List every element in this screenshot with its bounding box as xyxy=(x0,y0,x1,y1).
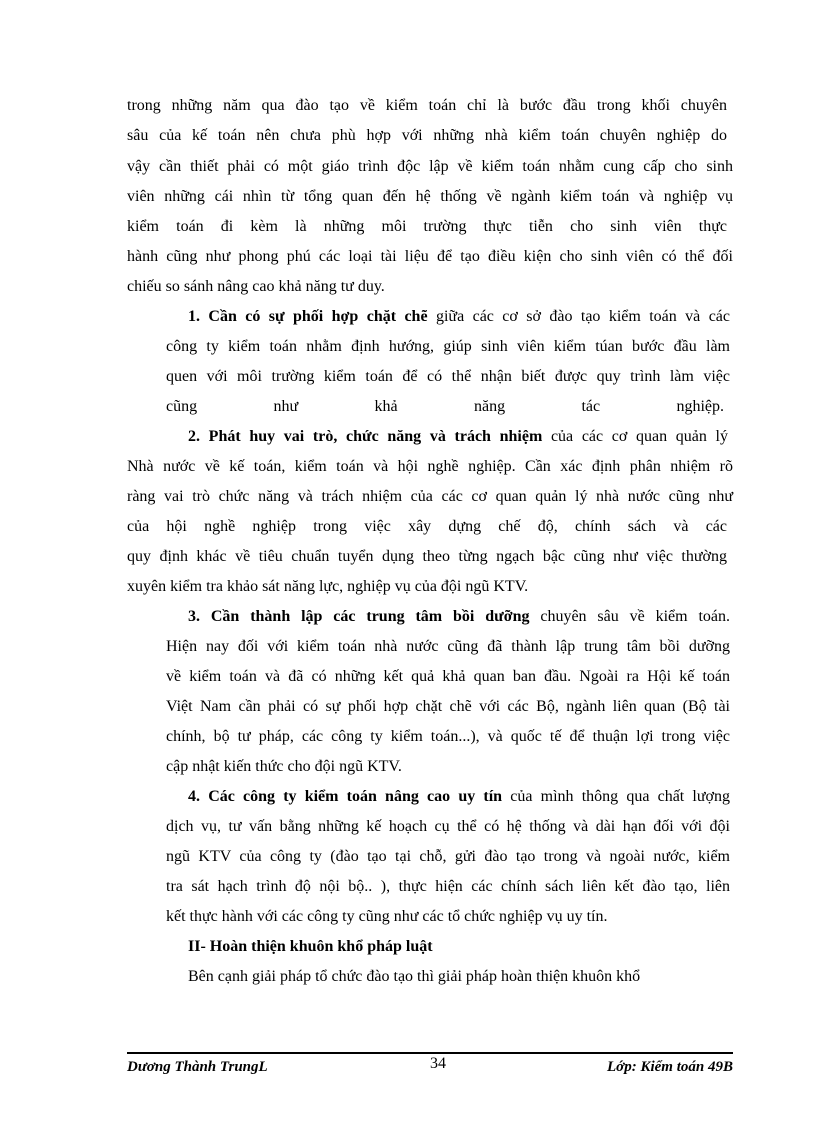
list-item-line: kết thực hành với các công ty cũng như các tổ chức nghiệp vụ uy tín. xyxy=(166,908,608,925)
page-number: 34 xyxy=(430,1055,446,1072)
footer-class-label: Lớp: Kiểm toán 49B xyxy=(607,1059,733,1075)
list-item-line: Hiện nay đối với kiểm toán nhà nước cũng đã thành lập trung tâm bồi dưỡng xyxy=(166,638,730,655)
list-item-line: Việt Nam cần phải có sự phối hợp chặt chẽ với các Bộ, ngành liên quan (Bộ tài xyxy=(166,698,730,715)
list-item-heading: Phát huy vai trò, chức năng và trách nhiệm xyxy=(208,428,543,445)
list-item-text: của mình thông qua chất lượng xyxy=(502,788,731,805)
body-line: chiếu so sánh nâng cao khả năng tư duy. xyxy=(127,278,385,295)
body-line: vậy cần thiết phải có một giáo trình độc lập về kiểm toán nhằm cung cấp cho sinh xyxy=(127,158,733,175)
body-line: trong những năm qua đào tạo về kiểm toán chỉ là bước đầu trong khối chuyên xyxy=(127,97,727,114)
list-item-4-first-line xyxy=(188,787,730,807)
list-item-text: giữa các cơ sở đào tạo kiểm toán và các xyxy=(427,308,730,325)
list-item-line: dịch vụ, tư vấn bằng những kế hoạch cụ thể có hệ thống và dài hạn đối với đội xyxy=(166,818,730,835)
list-item-line: ràng vai trò chức năng và trách nhiệm của các cơ quan quản lý nhà nước cũng như xyxy=(127,488,733,505)
list-number: 3. xyxy=(188,608,200,625)
list-item-2-first-line xyxy=(188,427,728,447)
list-item-1-first-line xyxy=(188,307,730,327)
list-item-line: cập nhật kiến thức cho đội ngũ KTV. xyxy=(166,758,402,775)
body-line: sâu của kế toán nên chưa phù hợp với những nhà kiểm toán chuyên nghiệp do xyxy=(127,127,727,144)
section-heading: II- Hoàn thiện khuôn khổ pháp luật xyxy=(188,938,433,955)
list-item-line: của hội nghề nghiệp trong việc xây dựng chế độ, chính sách và các xyxy=(127,518,727,535)
list-item-line: chính, bộ tư pháp, các công ty kiểm toán...), và quốc tế để thuận lợi trong việc xyxy=(166,728,730,745)
body-line: hành cũng như phong phú các loại tài liệu để tạo điều kiện cho sinh viên có thể đối xyxy=(127,248,733,265)
list-item-line: Nhà nước về kế toán, kiểm toán và hội nghề nghiệp. Cần xác định phân nhiệm rõ xyxy=(127,458,733,475)
list-item-heading: Cần có sự phối hợp chặt chẽ xyxy=(208,308,428,325)
list-item-line: quy định khác về tiêu chuẩn tuyển dụng theo từng ngạch bậc cũng như việc thường xyxy=(127,548,727,565)
list-number: 1. xyxy=(188,308,200,325)
body-line: Bên cạnh giải pháp tổ chức đào tạo thì giải pháp hoàn thiện khuôn khổ xyxy=(188,968,641,985)
list-item-3-first-line xyxy=(188,607,730,627)
list-item-line: quen với môi trường kiểm toán để có thể nhận biết được quy trình làm việc xyxy=(166,368,730,385)
list-number: 4. xyxy=(188,788,200,805)
list-item-line: xuyên kiểm tra khảo sát năng lực, nghiệp vụ của đội ngũ KTV. xyxy=(127,578,529,595)
body-line: kiểm toán đi kèm là những môi trường thực tiễn cho sinh viên thực xyxy=(127,218,727,235)
list-item-line: về kiểm toán và đã có những kết quả khả quan ban đầu. Ngoài ra Hội kế toán xyxy=(166,668,730,685)
footer-author: Dương Thành TrungL xyxy=(127,1059,268,1075)
list-item-text: của các cơ quan quản lý xyxy=(542,428,729,445)
list-item-line: cũng như khả năng tác nghiệp. xyxy=(166,398,724,415)
list-number: 2. xyxy=(188,428,200,445)
list-item-line: công ty kiểm toán nhằm định hướng, giúp sinh viên kiểm túan bước đầu làm xyxy=(166,338,730,355)
list-item-line: tra sát hạch trình độ nội bộ.. ), thực hiện các chính sách liên kết đào tạo, liên xyxy=(166,878,730,895)
list-item-heading: Các công ty kiểm toán nâng cao uy tín xyxy=(208,788,503,805)
body-line: viên những cái nhìn từ tổng quan đến hệ thống về ngành kiểm toán và nghiệp vụ xyxy=(127,188,733,205)
list-item-heading: Cần thành lập các trung tâm bồi dưỡng xyxy=(210,608,530,625)
list-item-line: ngũ KTV của công ty (đào tạo tại chỗ, gửi đào tạo trong và ngoài nước, kiểm xyxy=(166,848,730,865)
list-item-text: chuyên sâu về kiểm toán. xyxy=(529,608,731,625)
